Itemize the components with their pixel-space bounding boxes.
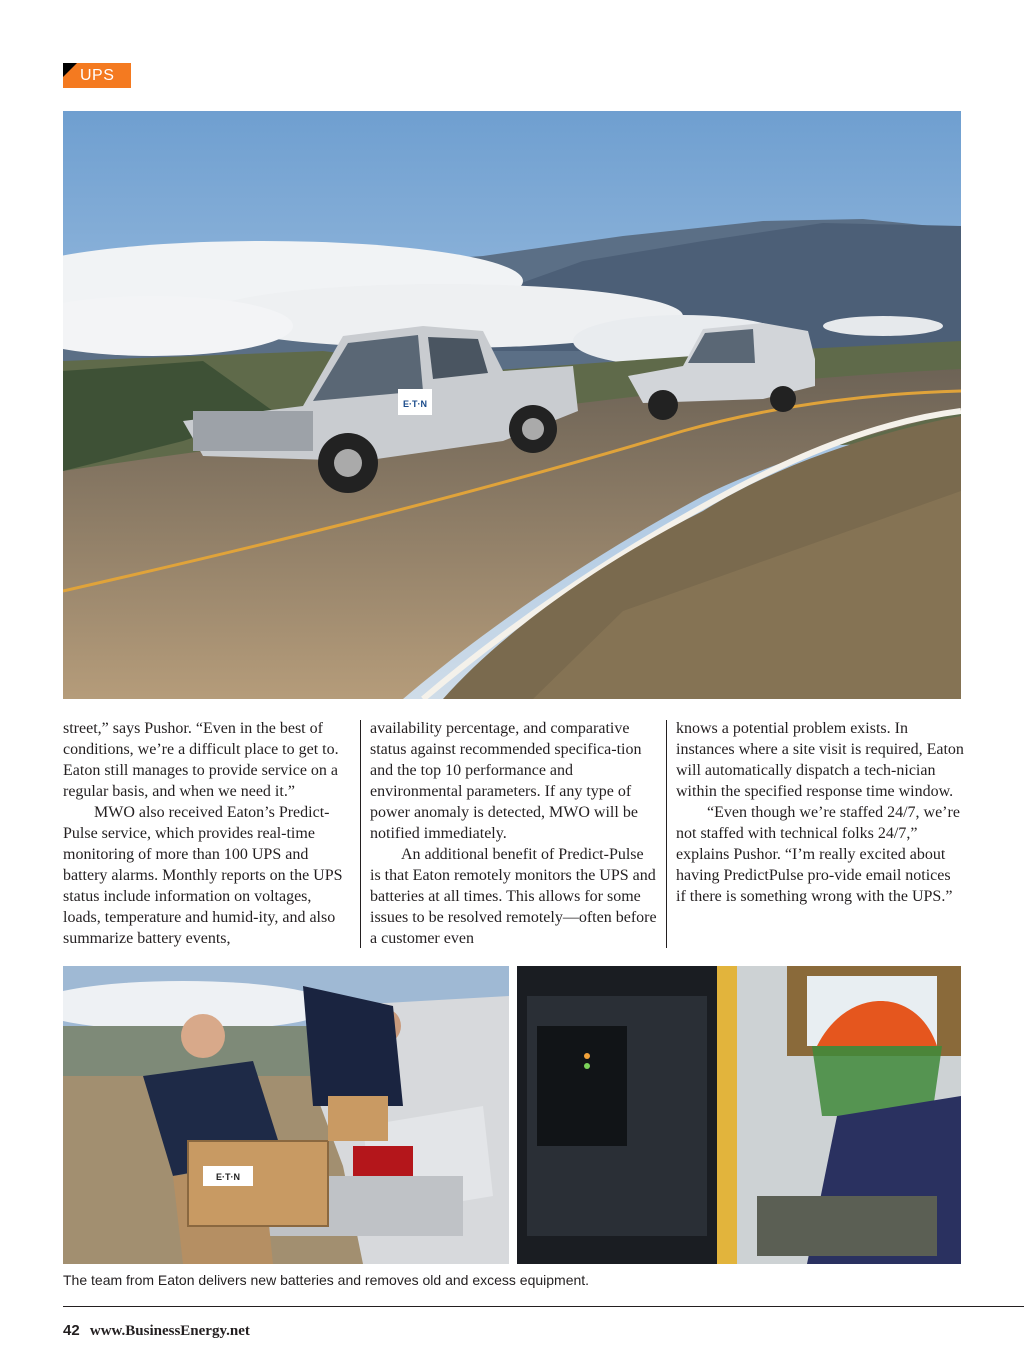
- hero-photo: [63, 111, 961, 699]
- paragraph: “Even though we’re staffed 24/7, we’re not staffed with technical folks 24/7,” explains Pushor. “I’m really excited about having PredictPulse pro-vide email notices if there is something wrong with the UPS.”: [676, 804, 960, 905]
- photo-battery-cabinet: [517, 966, 961, 1264]
- paragraph: availability percentage, and comparative status against recommended specifica-tion and the top 10 performance and environmental parameters. If any type of power anomaly is detected, MWO will be notified immediately.: [370, 720, 642, 842]
- photo-unloading-batteries: [63, 966, 509, 1264]
- paragraph: knows a potential problem exists. In instances where a site visit is required, Eaton will automatically dispatch a tech-nician within the specified response time window.: [676, 720, 964, 800]
- footer-divider: [63, 1306, 1024, 1307]
- hero-photo-illustration: [63, 111, 961, 699]
- paragraph: MWO also received Eaton’s Predict-Pulse service, which provides real-time monitoring of more than 100 UPS and battery alarms. Monthly reports on the UPS status include information on voltages, loads, temperature and humid-ity, and also summarize battery events,: [63, 804, 343, 947]
- body-column-3: [676, 718, 964, 907]
- footer: [63, 1322, 250, 1340]
- section-label: UPS: [80, 67, 115, 84]
- body-column-2: [370, 718, 658, 949]
- column-divider: [360, 720, 361, 948]
- column-divider: [666, 720, 667, 948]
- photo-caption: The team from Eaton delivers new batteries and removes old and excess equipment.: [63, 1272, 590, 1288]
- photo-cabinet-illustration: [517, 966, 961, 1264]
- section-tag: [63, 63, 131, 88]
- page-number: 42: [63, 1322, 80, 1339]
- box-logo: E·T·N: [216, 1172, 240, 1182]
- website-link[interactable]: www.BusinessEnergy.net: [89, 1323, 250, 1339]
- tag-notch: [63, 63, 77, 77]
- paragraph: An additional benefit of Predict-Pulse is that Eaton remotely monitors the UPS and batteries at all times. This allows for some issues to be resolved remotely—often before a customer even: [370, 846, 657, 947]
- paragraph: street,” says Pushor. “Even in the best of conditions, we’re a difficult place to get to. Eaton still manages to provide service on a regular basis, and when we need it.”: [63, 720, 339, 800]
- photo-unloading-illustration: [63, 966, 509, 1264]
- truck-logo: E·T·N: [403, 399, 427, 409]
- body-column-1: [63, 718, 351, 949]
